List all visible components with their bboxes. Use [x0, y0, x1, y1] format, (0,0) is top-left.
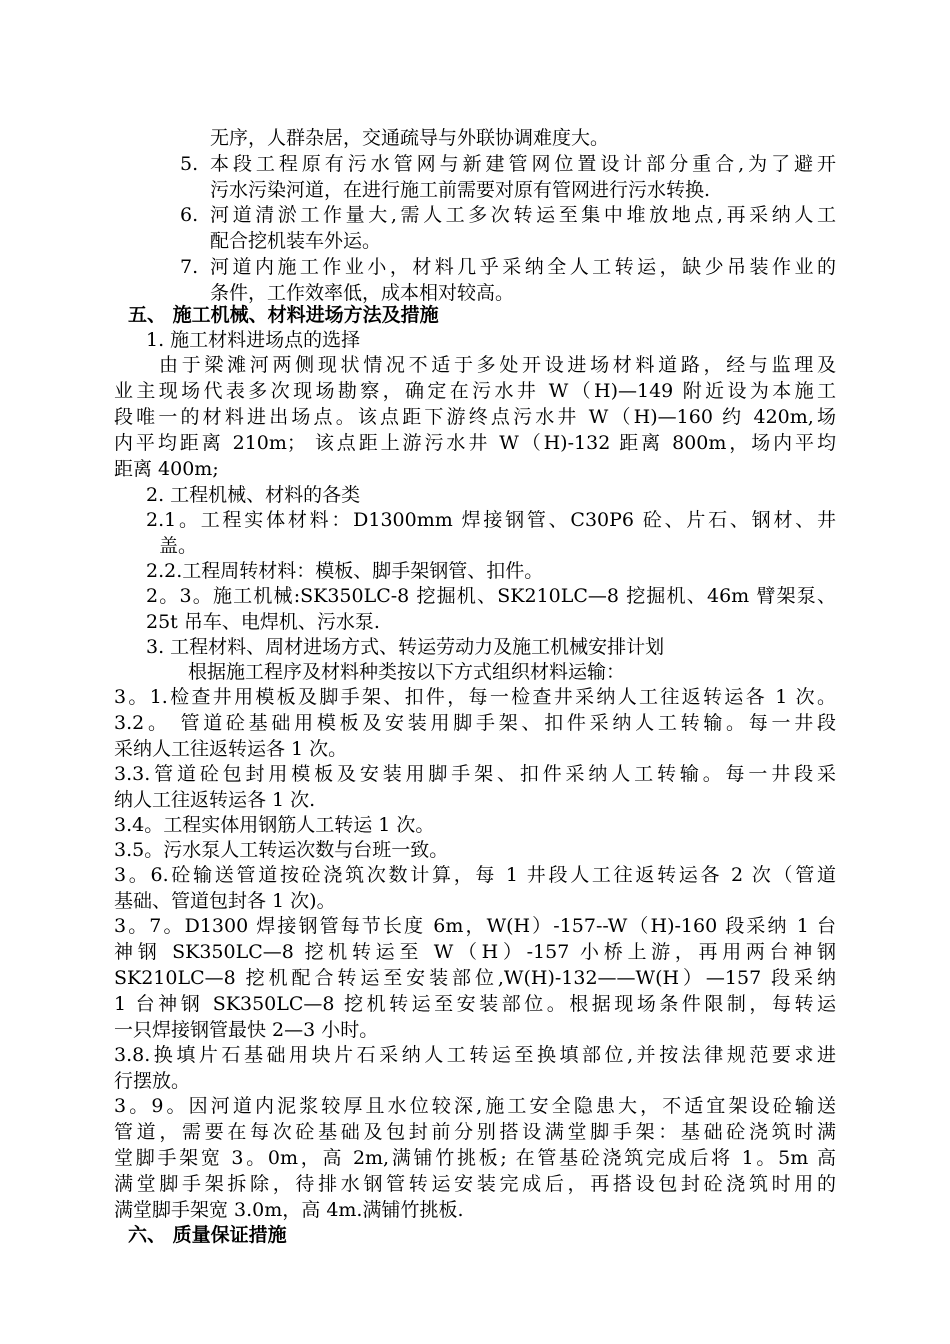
- item-3-4: 3.4。工程实体用钢筋人工转运 1 次。: [114, 814, 435, 836]
- item-3-5: 3.5。污水泵人工转运次数与台班一致。: [114, 839, 449, 861]
- item-3-3-line1: 3.3.管道砼包封用模板及安装用脚手架、扣件采纳人工转输。每一井段采: [114, 763, 836, 785]
- para1-line5: 距离 400m;: [114, 458, 219, 480]
- para1-line4: 内平均距离 210m； 该点距上游污水井 W（H)-132 距离 800m，场内平均: [114, 432, 836, 454]
- item-3-9-line5: 满堂脚手架宽 3.0m，高 4m.满铺竹挑板.: [114, 1199, 464, 1221]
- item-2-1-line2: 盖。: [159, 535, 198, 557]
- item-3-9-line4: 满堂脚手架拆除，待排水钢管转运安装完成后，再搭设包封砼浇筑时用的: [114, 1173, 836, 1195]
- item-3-6-line1: 3。6.砼输送管道按砼浇筑次数计算，每 1 井段人工往返转运各 2 次（管道: [114, 864, 836, 886]
- para1-line3: 段唯一的材料进出场点。该点距下游终点污水井 W（H)—160 约 420m,场: [114, 406, 836, 428]
- item-2-3-line2: 25t 吊车、电焊机、污水泵.: [146, 611, 380, 633]
- section-6-heading: 六、 质量保证措施: [128, 1224, 287, 1246]
- item-3-1: 3。1.检查井用模板及脚手架、扣件，每一检查井采纳人工往返转运各 1 次。: [114, 686, 836, 708]
- item-3-7-line3: SK210LC—8 挖机配合转运至安装部位,W(H)-132——W(H）—157 段采纳: [114, 967, 836, 989]
- list-item-5-line1: 本段工程原有污水管网与新建管网位置设计部分重合,为了避开: [210, 153, 836, 175]
- item-3-3-line2: 纳人工往返转运各 1 次.: [114, 789, 316, 811]
- para1-line2: 业主现场代表多次现场勘察，确定在污水井 W（H)—149 附近设为本施工: [114, 380, 836, 402]
- item-3-7-line5: 一只焊接钢管最快 2—3 小时。: [114, 1019, 379, 1041]
- list-item-7-line2: 条件，工作效率低，成本相对较高。: [210, 282, 515, 304]
- item-3-8-line2: 行摆放。: [114, 1070, 191, 1092]
- list-item-5-number: 5.: [180, 153, 199, 175]
- item-3-7-line4: 1 台神钢 SK350LC—8 挖机转运至安装部位。根据现场条件限制，每转运: [114, 993, 836, 1015]
- section-5-heading: 五、 施工机械、材料进场方法及措施: [128, 304, 439, 326]
- list-item-7-number: 7.: [180, 256, 199, 278]
- item-3-9-line1: 3。9。因河道内泥浆较厚且水位较深,施工安全隐患大，不适宜架设砼输送: [114, 1095, 836, 1117]
- list-item-5-line2: 污水污染河道，在进行施工前需要对原有管网进行污水转换.: [210, 179, 711, 201]
- item-2-3-line1: 2。3。施工机械:SK350LC-8 挖掘机、SK210LC—8 挖掘机、46m 臂架泵、: [146, 585, 836, 607]
- item-3-7-line1: 3。7。D1300 焊接钢管每节长度 6m，W(H）-157--W（H)-160 段采纳 1 台: [114, 915, 836, 937]
- para1-line1: 由于梁滩河两侧现状情况不适于多处开设进场材料道路，经与监理及: [159, 354, 836, 376]
- item-3-9-line2: 管道，需要在每次砼基础及包封前分别搭设满堂脚手架：基础砼浇筑时满: [114, 1121, 836, 1143]
- item-3-6-line2: 基础、管道包封各 1 次)。: [114, 890, 336, 912]
- item-2-2: 2.2.工程周转材料：模板、脚手架钢管、扣件。: [146, 560, 544, 582]
- item-3-2-line2: 采纳人工往返转运各 1 次。: [114, 738, 348, 760]
- intro-tail-line: 无序，人群杂居，交通疏导与外联协调难度大。: [210, 127, 610, 149]
- item-3-8-line1: 3.8.换填片石基础用块片石采纳人工转运至换填部位,并按法律规范要求进: [114, 1044, 836, 1066]
- item-3-2-line1: 3.2。 管道砼基础用模板及安装用脚手架、扣件采纳人工转输。每一井段: [114, 712, 836, 734]
- subsection-3-title: 3. 工程材料、周材进场方式、转运劳动力及施工机械安排计划: [146, 636, 665, 658]
- subsection-3-intro: 根据施工程序及材料种类按以下方式组织材料运输：: [188, 661, 626, 683]
- subsection-1-title: 1. 施工材料进场点的选择: [146, 329, 361, 351]
- item-3-9-line3: 堂脚手架宽 3。0m，高 2m,满铺竹挑板; 在管基砼浇筑完成后将 1。5m 高: [114, 1147, 836, 1169]
- list-item-7-line1: 河道内施工作业小，材料几乎采纳全人工转运，缺少吊装作业的: [210, 256, 836, 278]
- list-item-6-line2: 配合挖机装车外运。: [210, 230, 382, 252]
- item-2-1-line1: 2.1。工程实体材料：D1300mm 焊接钢管、C30P6 砼、片石、钢材、井: [146, 509, 836, 531]
- list-item-6-number: 6.: [180, 204, 199, 226]
- list-item-6-line1: 河道清淤工作量大,需人工多次转运至集中堆放地点,再采纳人工: [210, 204, 836, 226]
- subsection-2-title: 2. 工程机械、材料的各类: [146, 484, 361, 506]
- item-3-7-line2: 神钢 SK350LC—8 挖机转运至 W（H）-157 小桥上游，再用两台神钢: [114, 941, 836, 963]
